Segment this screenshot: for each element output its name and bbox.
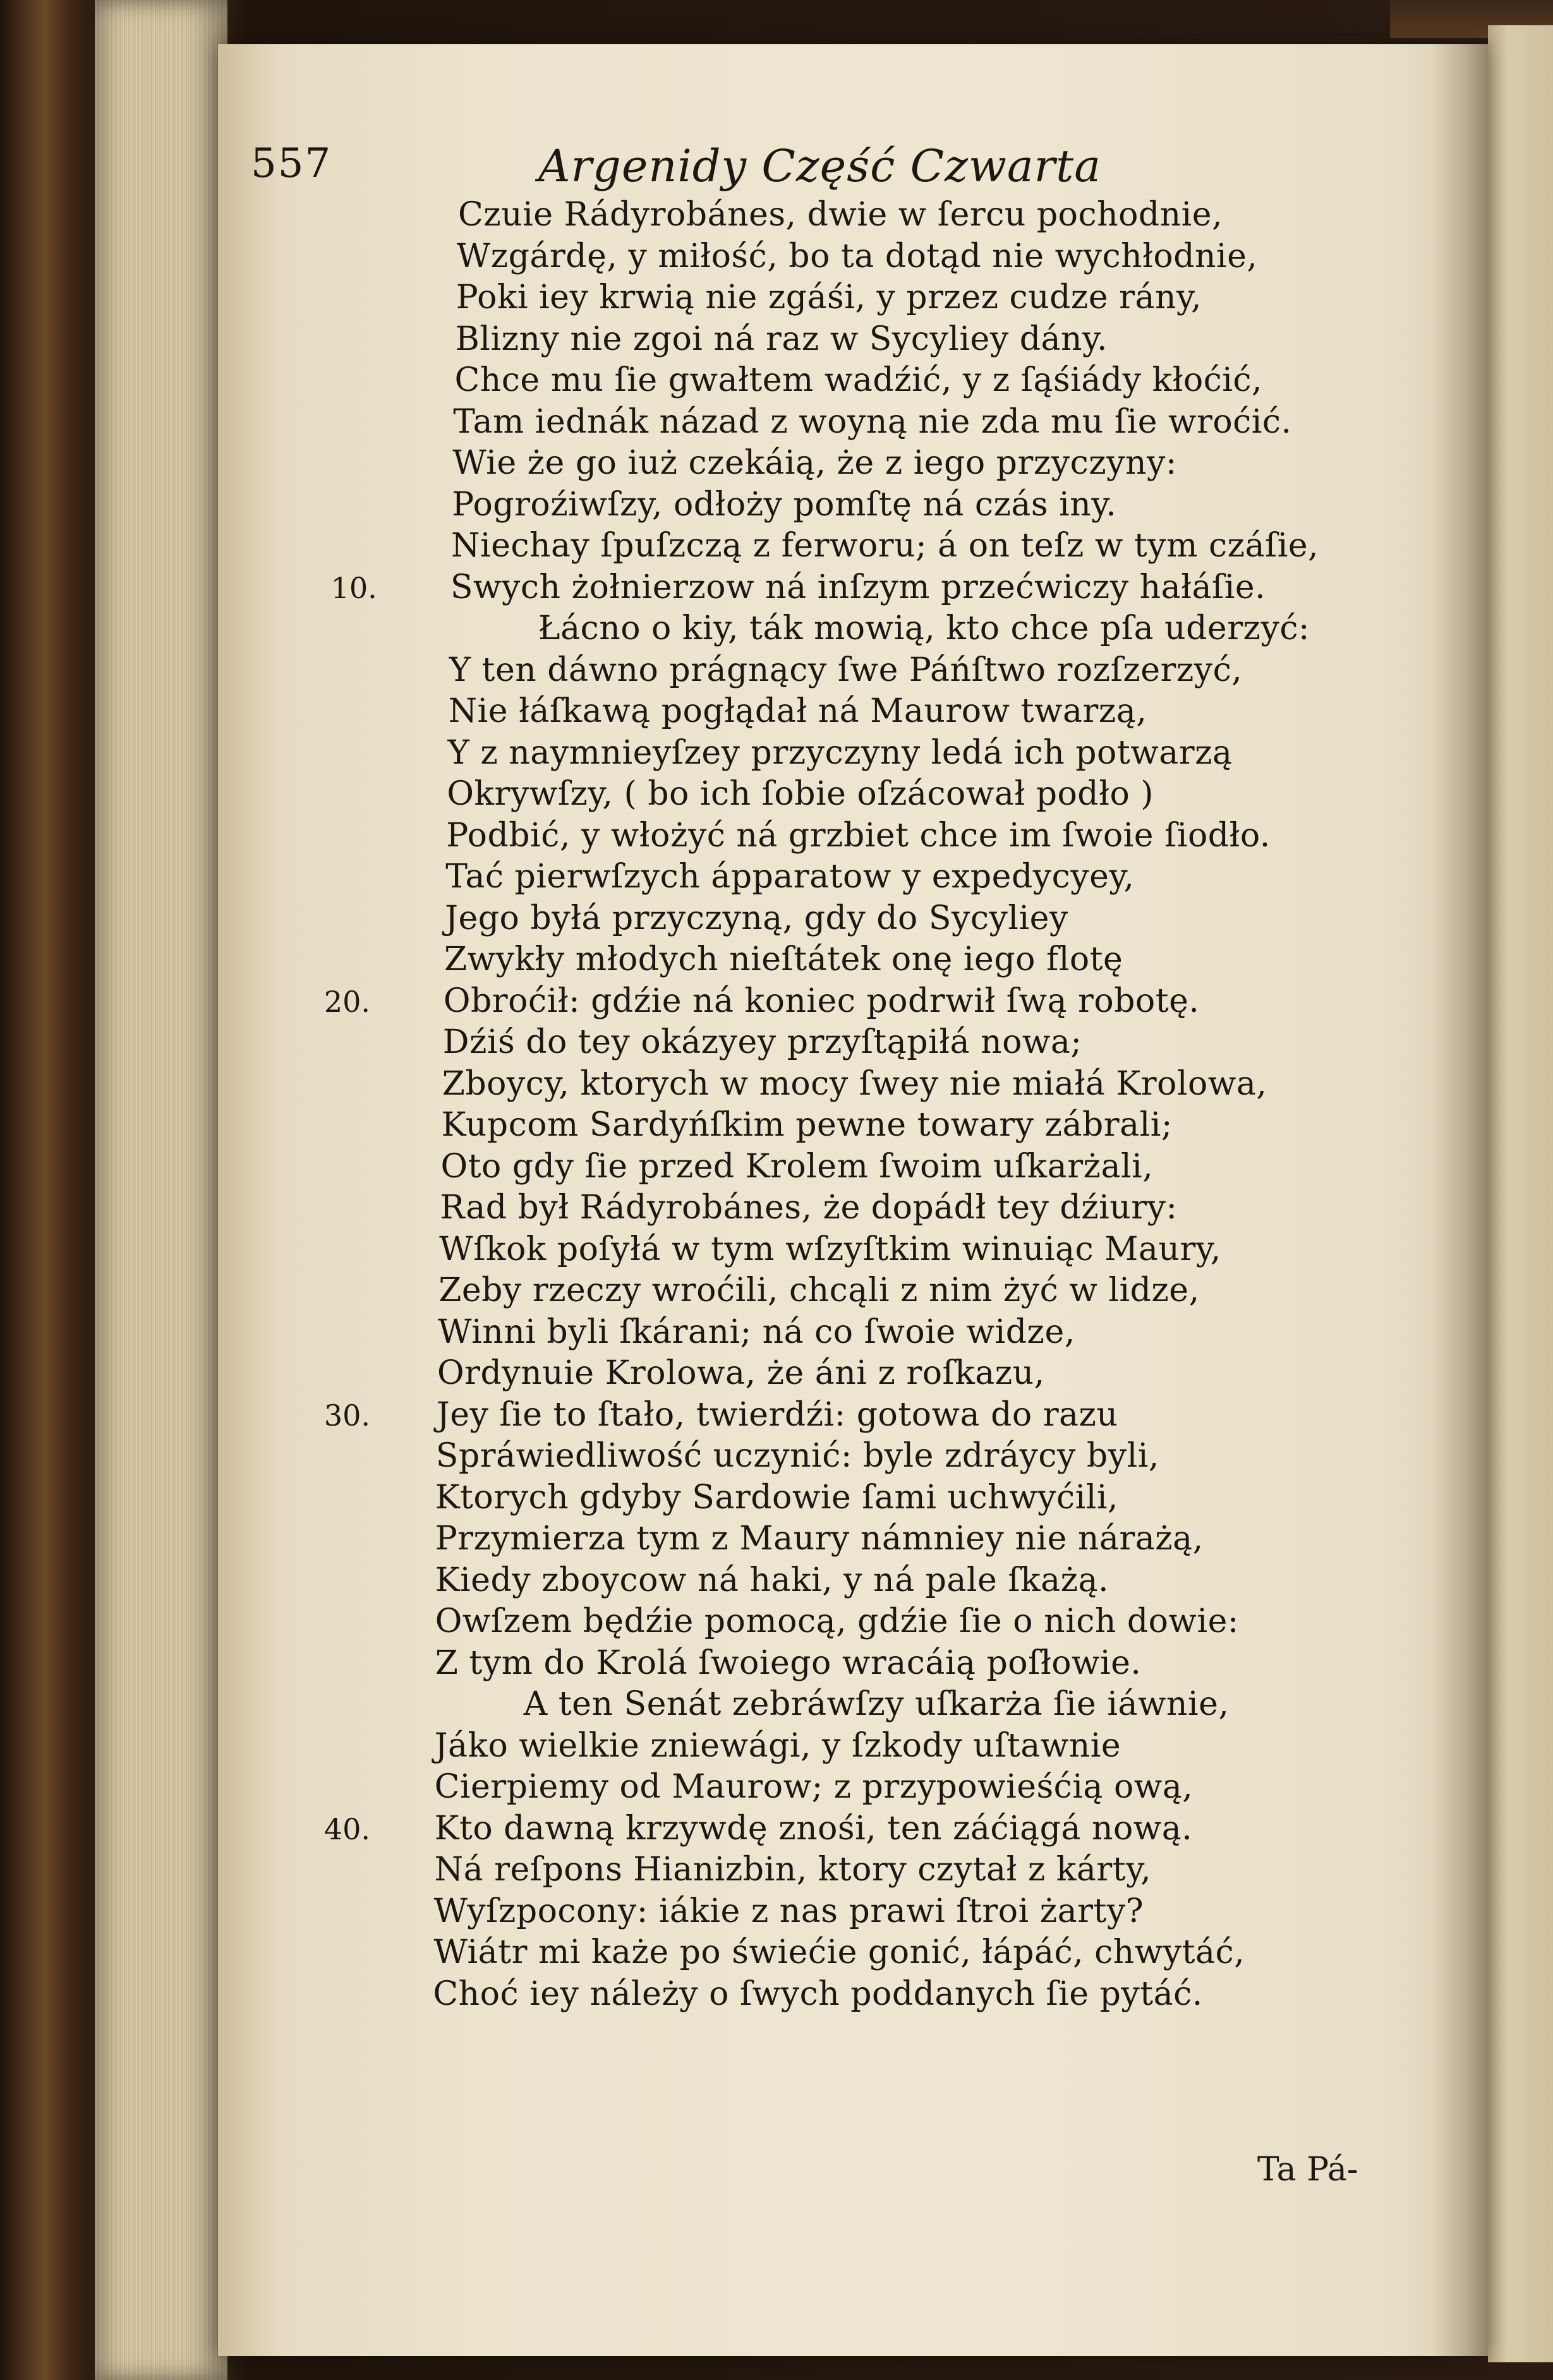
line-text: Ordynuie Krolowa, że áni z roſkazu, (437, 1354, 1045, 1392)
line-text: Wzgárdę, y miłość, bo ta dotąd nie wychłodnie, (456, 237, 1258, 275)
line-number: 30. (323, 1398, 370, 1433)
line-text: Przymierza tym z Maury námniey nie nárażą, (435, 1520, 1204, 1558)
line-text: Poki iey krwią nie zgáśi, y przez cudze rány, (456, 279, 1202, 316)
line-text: Winni byli ſkárani; ná co ſwoie widze, (438, 1313, 1075, 1351)
verse-line (218, 692, 1355, 733)
line-text: Kto dawną krzywdę znośi, ten záćiągá nową. (434, 1809, 1193, 1848)
verse-line (218, 610, 1355, 650)
verse-line (218, 1685, 1355, 1726)
page-stack-edge (95, 0, 227, 2380)
verse-line (218, 1892, 1355, 1933)
verse-line (218, 1644, 1355, 1685)
line-text: Nie łáſkawą pogłądał ná Maurow twarzą, (448, 692, 1147, 730)
gutter-shadow (1431, 44, 1488, 2356)
line-text: Blizny nie zgoi ná raz w Sycyliey dány. (455, 320, 1108, 358)
page-number: 557 (251, 140, 332, 187)
line-text: Niechay ſpuſzczą z ferworu; á on teſz w tym czáſie, (451, 527, 1319, 565)
verse-line (218, 237, 1355, 278)
verse-line (218, 858, 1355, 898)
line-text: Choć iey náleży o ſwych poddanych ſie pytáć. (433, 1974, 1203, 2013)
line-text: Zwykły młodych nieſtátek onę iego flotę (444, 941, 1123, 978)
book-cover-edge (0, 0, 101, 2380)
line-text: Jey ſie to ſtało, twierdźi: gotowa do razu (436, 1395, 1118, 1434)
verse-line (218, 1851, 1355, 1891)
verse-line (218, 817, 1355, 857)
verse-line (218, 1602, 1355, 1643)
line-text: Wyſzpocony: iákie z nas prawi ſtroi żarty? (433, 1892, 1144, 1930)
catchword: Ta Pá- (1257, 2151, 1358, 2189)
verse-line (218, 1313, 1355, 1354)
line-text: Cierpiemy od Maurow; z przypowieśćią ową, (434, 1768, 1193, 1806)
line-number: 40. (323, 1812, 370, 1846)
verse-line (218, 775, 1355, 815)
line-text: Jego byłá przyczyną, gdy do Sycyliey (445, 899, 1068, 937)
verse-line (218, 403, 1355, 443)
verse-line (218, 320, 1355, 361)
verse-line (218, 568, 1355, 609)
verse-line (218, 1768, 1355, 1808)
verse-line (218, 1148, 1355, 1188)
verse-line (218, 1230, 1355, 1271)
verse-line (218, 1975, 1355, 2016)
line-text: Okrywſzy, ( bo ich ſobie oſzácował podło ) (447, 775, 1154, 813)
line-text: Tać pierwſzych ápparatow y expedycyey, (445, 858, 1135, 896)
verse-line (218, 1023, 1355, 1064)
line-text: Rad był Rádyrobánes, że dopádł tey dźiury: (440, 1189, 1178, 1227)
line-text: Z tym do Krolá ſwoiego wracáią poſłowie. (435, 1644, 1142, 1682)
line-text: Tam iednák názad z woyną nie zda mu ſie wroćić. (453, 402, 1292, 441)
line-text: Zboycy, ktorych w mocy ſwey nie miałá Krolowa, (442, 1064, 1267, 1103)
verse-line (218, 1727, 1355, 1767)
verse-line (218, 1396, 1355, 1436)
verse-line (218, 486, 1355, 526)
verse-line (218, 1437, 1355, 1477)
verse-line (218, 899, 1355, 940)
line-number: 10. (330, 570, 377, 605)
verse-line (218, 1520, 1355, 1560)
verse-line (218, 1106, 1355, 1146)
verse-line (218, 279, 1355, 319)
line-text: A ten Senát zebráwſzy uſkarża ſie iáwnie, (523, 1685, 1230, 1723)
verse-line (218, 1271, 1355, 1312)
verse-line (218, 1065, 1355, 1105)
line-number: 20. (323, 984, 370, 1019)
line-text: Kupcom Sardyńſkim pewne towary zábrali; (441, 1106, 1173, 1144)
line-text: Podbić, y włożyć ná grzbiet chce im ſwoie ſiodło. (446, 816, 1271, 855)
line-text: Wſkok poſyłá w tym wſzyſtkim winuiąc Maury, (439, 1230, 1221, 1268)
line-text: Ktorych gdyby Sardowie ſami uchwyćili, (435, 1478, 1119, 1517)
line-text: Oto gdy ſie przed Krolem ſwoim uſkarżali, (440, 1147, 1154, 1186)
verse-line (218, 527, 1355, 567)
running-title: Argenidy Część Czwarta (538, 140, 1101, 192)
line-text: Spráwiedliwość uczynić: byle zdráycy byli, (435, 1437, 1159, 1475)
line-text: Swych żołnierzow ná inſzym przećwiczy hałáſie. (450, 568, 1266, 606)
line-text: Obroćił: gdźie ná koniec podrwił ſwą robotę. (443, 982, 1200, 1020)
line-text: Zeby rzeczy wroćili, chcąli z nim żyć w lidze, (438, 1271, 1200, 1309)
verse-line (218, 361, 1355, 402)
verse-line (218, 941, 1355, 981)
line-text: Y z naymnieyſzey przyczyny ledá ich potwarzą (447, 733, 1233, 772)
verse-line (218, 1933, 1355, 1974)
verse-line (218, 734, 1355, 774)
verse-line (218, 1479, 1355, 1519)
verse-line (218, 1189, 1355, 1229)
verse-line (218, 1561, 1355, 1602)
line-text: Czuie Rádyrobánes, dwie w ſercu pochodnie, (458, 196, 1223, 234)
line-text: Kiedy zboycow ná haki, y ná pale ſkażą. (435, 1561, 1109, 1599)
line-text: Łácno o kiy, ták mowią, kto chce pſa uderzyć: (538, 610, 1310, 647)
line-text: Chce mu ſie gwałtem wadźić, y z ſąśiády kłoćić, (454, 361, 1263, 399)
line-text: Wie że go iuż czekáią, że z iego przyczyny: (452, 444, 1177, 482)
verse-text-block (218, 196, 1355, 2217)
facing-page-edge (1488, 25, 1553, 2362)
line-text: Owſzem będźie pomocą, gdźie ſie o nich dowie: (435, 1602, 1239, 1640)
line-text: Y ten dáwno prágnący ſwe Páńſtwo rozſzerzyć, (449, 651, 1243, 689)
verse-line (218, 444, 1355, 484)
line-text: Jáko wielkie zniewági, y ſzkody uſtawnie (434, 1726, 1121, 1765)
verse-line (218, 196, 1355, 236)
line-text: Ná reſpons Hianizbin, ktory czytał z kárty, (434, 1851, 1152, 1889)
verse-line (218, 1354, 1355, 1395)
verse-line (218, 1810, 1355, 1850)
line-text: Wiátr mi każe po świećie gonić, łápáć, chwytáć, (433, 1933, 1245, 1971)
verse-line (218, 982, 1355, 1023)
line-text: Pogroźiwſzy, odłoży pomſtę ná czás iny. (452, 485, 1117, 524)
line-text: Dźiś do tey okázyey przyſtąpiłá nowa; (442, 1023, 1082, 1061)
verse-line (218, 651, 1355, 692)
